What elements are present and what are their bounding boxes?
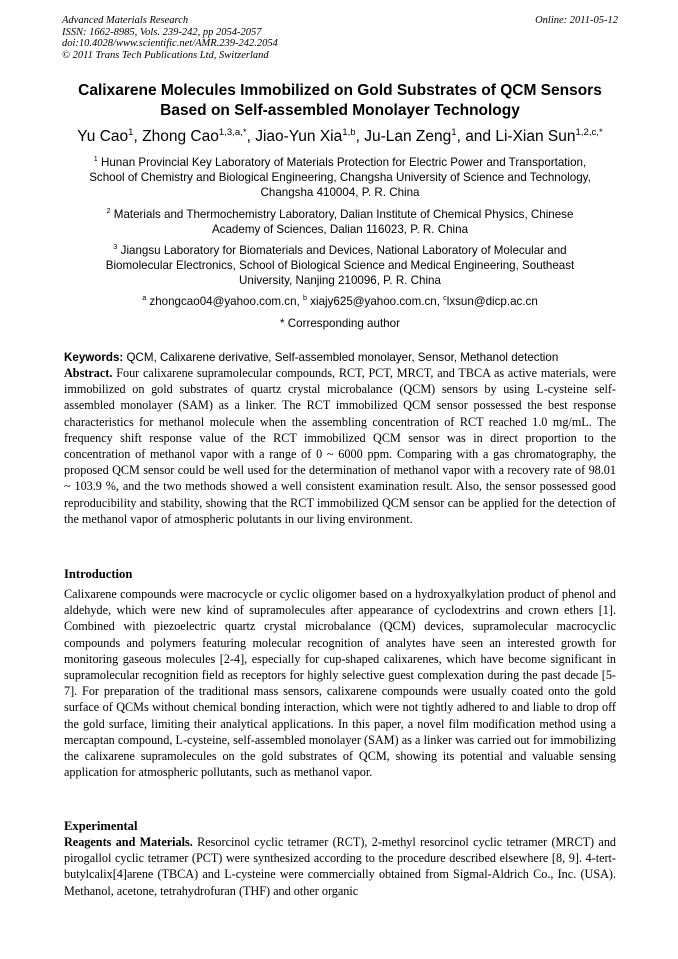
- affiliation-line: University, Nanjing 210096, P. R. China: [239, 274, 441, 287]
- corresponding-author-note: * Corresponding author: [280, 317, 400, 330]
- subsection-heading-reagents: Reagents and Materials.: [64, 835, 193, 849]
- affiliation-2: [50, 207, 630, 237]
- email-mark: a: [142, 293, 147, 303]
- title-line-2: Based on Self-assembled Monolayer Technology: [160, 101, 520, 119]
- journal-name: Advanced Materials Research: [62, 15, 189, 26]
- email-mark: c: [443, 293, 447, 303]
- journal-header: [62, 15, 618, 61]
- author-list: [40, 127, 640, 147]
- affiliation-line: Academy of Sciences, Dalian 116023, P. R. China: [211, 223, 469, 236]
- affiliation-1: [50, 155, 630, 200]
- section-heading-introduction: Introduction: [64, 567, 133, 581]
- section-heading-experimental: Experimental: [64, 819, 138, 833]
- author-separator: ,: [133, 128, 143, 145]
- author-name: Yu Cao: [77, 128, 129, 145]
- affiliation-mark: 2: [106, 206, 111, 216]
- email-address[interactable]: xiajy625@yahoo.com.cn: [310, 295, 437, 308]
- email-address[interactable]: lxsun@dicp.ac.cn: [446, 295, 538, 308]
- experimental-text: Resorcinol cyclic tetramer (RCT), 2-methyl resorcinol cyclic tetramer (MRCT) and pirogallol cyclic tetramer (PCT) were synthesized according to the procedure described elsewhere [8, 9]. 4-tert-butylcalix[4]arene (TBCA) and L-cysteine were commercially obtained from Sigmal-Aldrich Co., Inc. (USA). Methanol, acetone, tetrahydrofuran (THF) and other organic: [64, 835, 617, 898]
- keywords-label: Keywords:: [64, 351, 124, 364]
- author-separator: , and: [456, 128, 496, 145]
- journal-issn: ISSN: 1662-8985, Vols. 239-242, pp 2054-2057: [62, 26, 262, 38]
- affiliation-line: School of Chemistry and Biological Engineering, Changsha University of Science and Technology,: [89, 171, 591, 184]
- journal-copyright: © 2011 Trans Tech Publications Ltd, Switzerland: [62, 49, 269, 61]
- author-affiliation-mark: 1,3,a,*: [218, 126, 247, 138]
- affiliation-line: Changsha 410004, P. R. China: [260, 186, 420, 199]
- author-separator: ,: [246, 128, 256, 145]
- abstract-text: Four calixarene supramolecular compounds, RCT, PCT, MRCT, and TBCA as active materials, were immobilized on gold substrates of quartz crystal microbalance (QCM) sensors by using L-cysteine self-assembled monolayer (SAM) as a linker. The RCT immobilized QCM sensor possessed the best response characteristics for methanol molecule when the assembling concentration of RCT reached 1.0 mg/mL. The frequency shift response value of the RCT immobilized QCM sensor was in direct proportion to the concentration of methanol vapor with a range of 0 ~ 6000 ppm. Comparing with a gas chromatography, the proposed QCM sensor could be well used for the determination of methanol vapor with a recovery rate of 98.01 ~ 103.9 %, and the two methods showed a well consistent examination result. Also, the sensor possessed good reproducibility and stability, showing that the RCT immobilized QCM sensor can be applied for the detection of the methanol vapor of atmospheric polutants in our living environment.: [64, 366, 616, 526]
- author-name: Jiao-Yun Xia: [255, 128, 343, 145]
- abstract: [64, 365, 616, 527]
- author-affiliation-mark: 1,b: [342, 126, 356, 138]
- affiliation-mark: 1: [93, 154, 98, 164]
- journal-doi: doi:10.4028/www.scientific.net/AMR.239-242.2054: [62, 38, 278, 50]
- affiliation-mark: 3: [113, 242, 118, 252]
- experimental-paragraph: [64, 834, 616, 899]
- author-affiliation-mark: 1: [128, 126, 134, 138]
- author-name: Li-Xian Sun: [495, 128, 576, 145]
- author-affiliation-mark: 1,2,c,*: [575, 126, 603, 138]
- affiliation-line: Jiangsu Laboratory for Biomaterials and Devices, National Laboratory of Molecular and: [120, 244, 567, 257]
- affiliation-line: Hunan Provincial Key Laboratory of Materials Protection for Electric Power and Transportation,: [100, 156, 587, 169]
- author-name: Ju-Lan Zeng: [364, 128, 452, 145]
- email-list: $^a$ zhongcao04@yahoo.com.cn, $^b$ xiajy625@yahoo.com.cn, $^c$lxsun@dicp.ac.cn: [142, 293, 538, 308]
- affiliation-3: [50, 243, 630, 288]
- author-affiliation-mark: 1: [451, 126, 457, 138]
- keywords-text: QCM, Calixarene derivative, Self-assembled monolayer, Sensor, Methanol detection: [126, 351, 559, 364]
- introduction-paragraph: Calixarene compounds were macrocycle or cyclic oligomer based on a hydroxyalkylation product of phenol and aldehyde, which were new kind of supramolecules after appearance of cyclodextrins and crown ethers [1]. Combined with piezoelectric quartz crystal microbalance (QCM) devices, supramolecular macrocyclic compounds and polymers featuring molecular recognition of analytes have seen an interested growth for monitoring gaseous molecules [2-4], especially for cup-shaped calixarenes, which have become significant in supramolecular recognition field as receptors for highly selective guest complexation during the past decade [5-7]. For preparation of the traditional mass sensors, calixarene compounds were usually coated onto the gold surface of QCMs without chemical bonding interaction, which were not tightly adhered to and liable to drop off the gold surface, limiting their analytical applications. In this paper, a novel film modification method using a mercaptan compound, L-cysteine, self-assembled monolayer (SAM) as a linker was carried out for immobilizing the calixarene supramolecules on the gold substrates of QCM, showing its potential and valuable sensing application for atmospheric pollutants, such as methanol vapor.: [64, 587, 616, 780]
- keywords: [64, 350, 616, 365]
- author-separator: ,: [355, 128, 365, 145]
- affiliation-line: Biomolecular Electronics, School of Biological Science and Medical Engineering, Southeast: [105, 259, 575, 272]
- author-name: Zhong Cao: [142, 128, 219, 145]
- email-address[interactable]: zhongcao04@yahoo.com.cn: [149, 295, 297, 308]
- paper-title: [55, 81, 625, 120]
- affiliation-line: Materials and Thermochemistry Laboratory, Dalian Institute of Chemical Physics, Chinese: [113, 208, 574, 221]
- title-line-1: Calixarene Molecules Immobilized on Gold Substrates of QCM Sensors: [78, 82, 602, 99]
- abstract-label: Abstract.: [64, 366, 113, 380]
- online-date: Online: 2011-05-12: [535, 15, 618, 26]
- email-mark: b: [303, 293, 307, 303]
